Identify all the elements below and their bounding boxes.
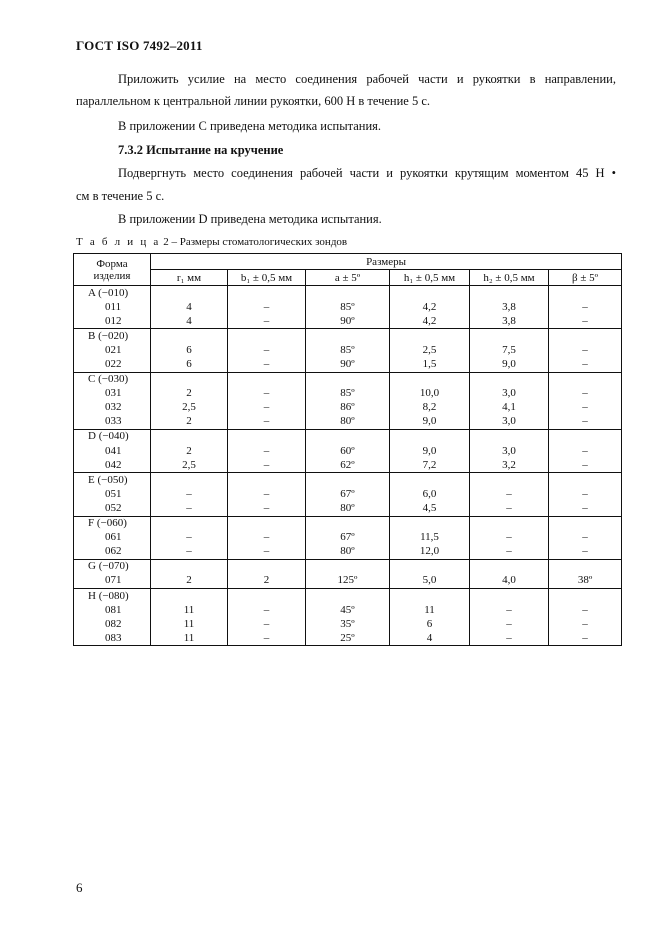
table-row xyxy=(74,444,622,458)
table-caption-number: 2 xyxy=(163,236,169,248)
table-cell-r1: 2,5 xyxy=(151,401,228,415)
table-cell-b1: – xyxy=(228,458,306,473)
table-group-row xyxy=(74,473,622,488)
table-row xyxy=(74,343,622,357)
table-cell-r1: 2 xyxy=(151,574,228,589)
table-cell-h2: – xyxy=(470,603,549,617)
table-cell-r1: – xyxy=(151,487,228,501)
table-cell-beta: – xyxy=(549,401,622,415)
table-cell-a: 85º xyxy=(306,387,390,401)
table-cell-a: 45º xyxy=(306,603,390,617)
table-cell-b1: 2 xyxy=(228,574,306,589)
table-cell-empty xyxy=(549,588,622,603)
table-cell-b1: – xyxy=(228,357,306,372)
table-cell-h2: 3,8 xyxy=(470,300,549,314)
table-group-row xyxy=(74,329,622,344)
table-group-row xyxy=(74,372,622,387)
item-code: 032 xyxy=(74,401,151,415)
table-cell-a: 67º xyxy=(306,531,390,545)
table-row xyxy=(74,603,622,617)
table-cell-h2: – xyxy=(470,487,549,501)
table-cell-beta: – xyxy=(549,343,622,357)
paragraph-annex-c: В приложении С приведена методика испытания. xyxy=(118,119,382,133)
table-cell-r1: 4 xyxy=(151,314,228,329)
table-cell-h1: 2,5 xyxy=(390,343,470,357)
table-cell-empty xyxy=(549,372,622,387)
item-code: 062 xyxy=(74,545,151,560)
table-caption-label: Т а б л и ц а xyxy=(76,236,161,248)
table-row xyxy=(74,357,622,372)
table-row xyxy=(74,501,622,516)
table-cell-beta: – xyxy=(549,531,622,545)
table-cell-empty xyxy=(470,372,549,387)
table-cell-h1: 8,2 xyxy=(390,401,470,415)
column-header-form-line2: изделия xyxy=(93,269,131,282)
table-cell-b1: – xyxy=(228,531,306,545)
section-title-torsion-test: 7.3.2 Испытание на кручение xyxy=(118,143,284,157)
item-code: 042 xyxy=(74,458,151,473)
table-cell-beta: – xyxy=(549,545,622,560)
table-cell-empty xyxy=(390,473,470,488)
table-cell-beta: – xyxy=(549,631,622,646)
table-cell-a: 80º xyxy=(306,415,390,430)
table-cell-a: 90º xyxy=(306,314,390,329)
table-cell-h1: 6,0 xyxy=(390,487,470,501)
table-cell-empty xyxy=(228,286,306,301)
table-cell-empty xyxy=(151,559,228,574)
table-cell-r1: – xyxy=(151,531,228,545)
table-cell-r1: 2 xyxy=(151,415,228,430)
table-cell-r1: 4 xyxy=(151,300,228,314)
table-cell-r1: 11 xyxy=(151,617,228,631)
table-cell-beta: – xyxy=(549,415,622,430)
table-row xyxy=(74,617,622,631)
group-label: E (−050) xyxy=(74,473,151,488)
subheader-r1: r₁ мм xyxy=(151,270,228,286)
table-cell-a: 67º xyxy=(306,487,390,501)
group-label: G (−070) xyxy=(74,559,151,574)
table-cell-beta: – xyxy=(549,458,622,473)
table-group-row xyxy=(74,588,622,603)
table-cell-b1: – xyxy=(228,314,306,329)
table-cell-empty xyxy=(390,516,470,531)
table-cell-empty xyxy=(470,329,549,344)
table-cell-beta: – xyxy=(549,487,622,501)
subheader-a: a ± 5º xyxy=(306,270,390,286)
table-cell-a: 80º xyxy=(306,545,390,560)
table-row xyxy=(74,574,622,589)
table-cell-empty xyxy=(228,559,306,574)
table-cell-h2: 3,8 xyxy=(470,314,549,329)
table-cell-r1: 11 xyxy=(151,631,228,646)
table-cell-empty xyxy=(151,286,228,301)
group-label: F (−060) xyxy=(74,516,151,531)
table-group-row xyxy=(74,286,622,301)
table-cell-h1: 4 xyxy=(390,631,470,646)
group-label: D (−040) xyxy=(74,429,151,444)
table-cell-empty xyxy=(151,329,228,344)
table-cell-r1: 2,5 xyxy=(151,458,228,473)
column-header-form-line1: Форма xyxy=(96,257,128,270)
table-cell-h1: 6 xyxy=(390,617,470,631)
table-cell-empty xyxy=(228,588,306,603)
table-cell-b1: – xyxy=(228,343,306,357)
table-cell-empty xyxy=(390,588,470,603)
table-cell-h2: 3,0 xyxy=(470,444,549,458)
paragraph-annex-d: В приложении D приведена методика испытания. xyxy=(118,212,382,226)
table-cell-empty xyxy=(306,372,390,387)
table-cell-b1: – xyxy=(228,401,306,415)
table-cell-h2: 4,0 xyxy=(470,574,549,589)
subheader-h2: h₂ ± 0,5 мм xyxy=(470,270,549,286)
item-code: 081 xyxy=(74,603,151,617)
item-code: 012 xyxy=(74,314,151,329)
table-cell-b1: – xyxy=(228,300,306,314)
item-code: 082 xyxy=(74,617,151,631)
table-row xyxy=(74,401,622,415)
column-header-sizes: Размеры xyxy=(151,254,622,270)
item-code: 021 xyxy=(74,343,151,357)
table-row xyxy=(74,415,622,430)
table-cell-h1: 9,0 xyxy=(390,444,470,458)
document-header: ГОСТ ISO 7492–2011 xyxy=(76,38,203,53)
table-cell-beta: – xyxy=(549,603,622,617)
table-cell-b1: – xyxy=(228,545,306,560)
table-cell-empty xyxy=(151,473,228,488)
table-caption-text: – Размеры стоматологических зондов xyxy=(171,236,348,248)
table-cell-empty xyxy=(470,286,549,301)
table-cell-empty xyxy=(549,516,622,531)
table-caption xyxy=(76,236,347,248)
table-row xyxy=(74,314,622,329)
table-cell-empty xyxy=(390,372,470,387)
page-number: 6 xyxy=(76,880,83,895)
table-cell-a: 80º xyxy=(306,501,390,516)
table-cell-b1: – xyxy=(228,444,306,458)
table-cell-r1: – xyxy=(151,545,228,560)
item-code: 052 xyxy=(74,501,151,516)
table-cell-empty xyxy=(470,588,549,603)
table-cell-h1: 9,0 xyxy=(390,415,470,430)
table-row xyxy=(74,531,622,545)
table-row xyxy=(74,487,622,501)
table-cell-empty xyxy=(151,429,228,444)
table-cell-r1: – xyxy=(151,501,228,516)
probe-dimensions-table xyxy=(73,253,622,646)
table-cell-h1: 1,5 xyxy=(390,357,470,372)
table-cell-h1: 5,0 xyxy=(390,574,470,589)
table-cell-empty xyxy=(470,429,549,444)
table-cell-empty xyxy=(549,429,622,444)
table-cell-empty xyxy=(306,559,390,574)
item-code: 061 xyxy=(74,531,151,545)
column-header-form xyxy=(74,254,151,286)
table-cell-r1: 2 xyxy=(151,444,228,458)
table-cell-b1: – xyxy=(228,603,306,617)
table-cell-empty xyxy=(390,429,470,444)
item-code: 031 xyxy=(74,387,151,401)
table-cell-a: 85º xyxy=(306,300,390,314)
table-row xyxy=(74,458,622,473)
table-cell-beta: – xyxy=(549,501,622,516)
item-code: 071 xyxy=(74,574,151,589)
item-code: 083 xyxy=(74,631,151,646)
table-cell-b1: – xyxy=(228,501,306,516)
table-cell-empty xyxy=(549,559,622,574)
table-cell-b1: – xyxy=(228,487,306,501)
table-cell-r1: 2 xyxy=(151,387,228,401)
table-cell-h2: 3,0 xyxy=(470,415,549,430)
table-cell-a: 125º xyxy=(306,574,390,589)
table-cell-beta: – xyxy=(549,444,622,458)
item-code: 051 xyxy=(74,487,151,501)
table-cell-a: 25º xyxy=(306,631,390,646)
table-cell-empty xyxy=(549,473,622,488)
group-label: B (−020) xyxy=(74,329,151,344)
table-cell-empty xyxy=(470,516,549,531)
subheader-beta: β ± 5º xyxy=(549,270,622,286)
table-row xyxy=(74,387,622,401)
table-cell-beta: – xyxy=(549,357,622,372)
table-row xyxy=(74,300,622,314)
table-cell-h2: 9,0 xyxy=(470,357,549,372)
table-cell-empty xyxy=(228,473,306,488)
table-cell-h2: – xyxy=(470,531,549,545)
table-cell-h2: 4,1 xyxy=(470,401,549,415)
table-cell-h1: 11,5 xyxy=(390,531,470,545)
table-cell-h2: 3,2 xyxy=(470,458,549,473)
table-cell-empty xyxy=(228,372,306,387)
table-cell-empty xyxy=(306,473,390,488)
table-cell-beta: – xyxy=(549,617,622,631)
table-cell-b1: – xyxy=(228,387,306,401)
table-cell-h1: 4,5 xyxy=(390,501,470,516)
table-cell-h2: – xyxy=(470,631,549,646)
table-cell-b1: – xyxy=(228,617,306,631)
subheader-h1: h₁ ± 0,5 мм xyxy=(390,270,470,286)
table-cell-empty xyxy=(390,329,470,344)
table-cell-empty xyxy=(151,372,228,387)
table-cell-beta: – xyxy=(549,300,622,314)
table-cell-empty xyxy=(228,516,306,531)
table-cell-h2: – xyxy=(470,545,549,560)
table-cell-empty xyxy=(228,329,306,344)
paragraph-torque-line2: см в течение 5 с. xyxy=(76,189,165,203)
table-cell-empty xyxy=(390,559,470,574)
table-cell-empty xyxy=(470,559,549,574)
table-cell-beta: – xyxy=(549,387,622,401)
table-cell-a: 90º xyxy=(306,357,390,372)
table-cell-r1: 6 xyxy=(151,343,228,357)
paragraph-torque-line1: Подвергнуть место соединения рабочей части и рукоятки крутящим моментом 45 Н • xyxy=(118,166,616,180)
table-cell-a: 86º xyxy=(306,401,390,415)
table-cell-empty xyxy=(228,429,306,444)
table-cell-beta: 38º xyxy=(549,574,622,589)
group-label: A (−010) xyxy=(74,286,151,301)
group-label: C (−030) xyxy=(74,372,151,387)
table-cell-h1: 4,2 xyxy=(390,314,470,329)
item-code: 041 xyxy=(74,444,151,458)
table-cell-empty xyxy=(306,516,390,531)
table-row xyxy=(74,545,622,560)
table-row xyxy=(74,631,622,646)
table-cell-beta: – xyxy=(549,314,622,329)
table-cell-a: 35º xyxy=(306,617,390,631)
table-cell-a: 60º xyxy=(306,444,390,458)
table-cell-empty xyxy=(390,286,470,301)
table-cell-b1: – xyxy=(228,415,306,430)
table-cell-empty xyxy=(151,516,228,531)
table-cell-h2: – xyxy=(470,617,549,631)
table-cell-h2: 3,0 xyxy=(470,387,549,401)
table-cell-empty xyxy=(549,329,622,344)
table-cell-a: 62º xyxy=(306,458,390,473)
table-cell-h1: 7,2 xyxy=(390,458,470,473)
table-group-row xyxy=(74,516,622,531)
paragraph-load-line1: Приложить усилие на место соединения рабочей части и рукоятки в направлении, xyxy=(118,72,616,86)
table-cell-empty xyxy=(306,329,390,344)
item-code: 011 xyxy=(74,300,151,314)
paragraph-load-line2: параллельном к центральной линии рукоятки, 600 Н в течение 5 с. xyxy=(76,94,431,108)
table-cell-h1: 10,0 xyxy=(390,387,470,401)
table-cell-r1: 6 xyxy=(151,357,228,372)
table-cell-h1: 4,2 xyxy=(390,300,470,314)
table-cell-r1: 11 xyxy=(151,603,228,617)
table-cell-empty xyxy=(306,588,390,603)
table-cell-h2: 7,5 xyxy=(470,343,549,357)
table-cell-empty xyxy=(306,429,390,444)
table-cell-h2: – xyxy=(470,501,549,516)
item-code: 033 xyxy=(74,415,151,430)
table-cell-h1: 12,0 xyxy=(390,545,470,560)
table-cell-empty xyxy=(549,286,622,301)
group-label: H (−080) xyxy=(74,588,151,603)
table-group-row xyxy=(74,559,622,574)
item-code: 022 xyxy=(74,357,151,372)
table-cell-empty xyxy=(151,588,228,603)
table-group-row xyxy=(74,429,622,444)
table-cell-empty xyxy=(470,473,549,488)
subheader-b1: b₁ ± 0,5 мм xyxy=(228,270,306,286)
table-cell-h1: 11 xyxy=(390,603,470,617)
table-cell-b1: – xyxy=(228,631,306,646)
table-cell-a: 85º xyxy=(306,343,390,357)
table-cell-empty xyxy=(306,286,390,301)
